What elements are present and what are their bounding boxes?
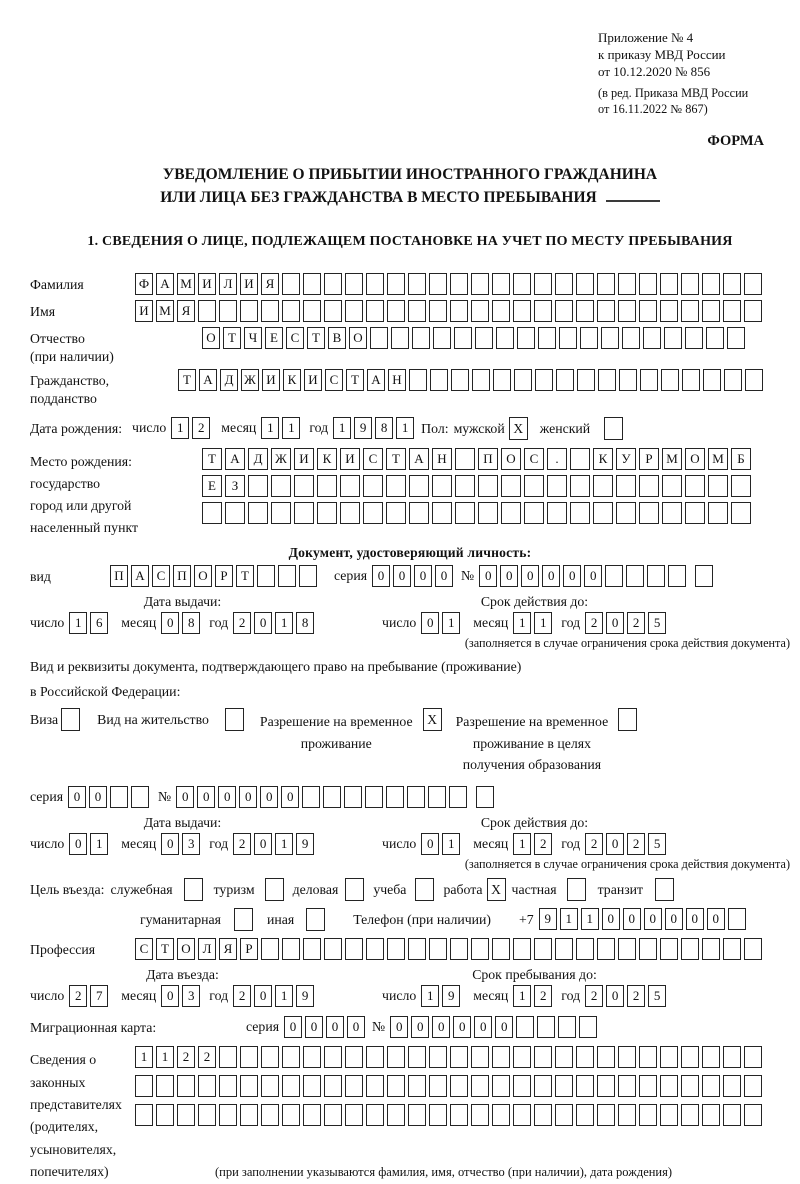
phone-prefix: +7 <box>519 912 534 928</box>
doc-number-label: № <box>461 568 475 584</box>
profession-cells[interactable]: С Т О Л Я Р <box>135 938 765 960</box>
purpose-work-checkbox[interactable]: X <box>487 878 506 901</box>
valid-day-cells[interactable]: 0 1 <box>421 612 463 634</box>
stay-valid-day-cells[interactable]: 0 1 <box>421 833 463 855</box>
entry-year-cells[interactable]: 2 0 1 9 <box>233 985 317 1007</box>
birth-place-label: Место рождения: государство город или другой населенный пункт <box>30 453 139 536</box>
profession-label: Профессия <box>30 942 96 958</box>
purpose-tourism-checkbox[interactable] <box>265 878 284 901</box>
annex-edit-note: (в ред. Приказа МВД России <box>598 85 749 100</box>
identity-doc-kind-row <box>30 565 790 587</box>
valid-until-heading: Срок действия до: <box>480 814 589 830</box>
birth-place-grids <box>202 448 754 524</box>
day-label: число <box>382 615 417 631</box>
month-label: месяц <box>473 835 509 851</box>
birth-year-cells[interactable]: 1 9 8 1 <box>333 417 417 439</box>
stay-doc-number-label: № <box>158 788 172 804</box>
issue-year-cells[interactable]: 2 0 1 8 <box>233 612 317 634</box>
title-blank-line <box>606 187 660 202</box>
purpose-tourism-label: туризм <box>213 882 255 898</box>
surname-cells[interactable]: Ф А М И Л И Я <box>135 273 765 295</box>
patronymic-label: Отчество (при наличии) <box>30 331 114 365</box>
purpose-study-label: учеба <box>373 882 407 898</box>
entry-day-cells[interactable]: 2 7 <box>69 985 111 1007</box>
sex-female-checkbox[interactable] <box>604 417 623 440</box>
representatives-row2-cells[interactable] <box>135 1075 765 1097</box>
birth-date-label: Дата рождения: <box>30 420 123 436</box>
stay-valid-month-cells[interactable]: 1 2 <box>513 833 555 855</box>
doc-series-label: серия <box>334 568 368 584</box>
stay-issue-day-cells[interactable]: 0 1 <box>69 833 111 855</box>
stay-until-day-cells[interactable]: 1 9 <box>421 985 463 1007</box>
section1-heading: 1. СВЕДЕНИЯ О ЛИЦЕ, ПОДЛЕЖАЩЕМ ПОСТАНОВКЕ НА УЧЕТ ПО МЕСТУ ПРЕБЫВАНИЯ <box>87 234 733 250</box>
birth-place-row1-cells[interactable]: Т А Д Ж И К И С Т А Н П О С . К У Р М О М Б <box>202 448 754 470</box>
sex-male-label: мужской <box>453 420 505 436</box>
day-label: число <box>30 835 65 851</box>
stay-issue-year-cells[interactable]: 2 0 1 9 <box>233 833 317 855</box>
representatives-row1-cells[interactable]: 1 1 2 2 <box>135 1046 765 1068</box>
annex-reference <box>598 30 790 118</box>
entry-month-cells[interactable]: 0 3 <box>161 985 203 1007</box>
migration-card-label: Миграционная карта: <box>30 1020 157 1036</box>
valid-month-cells[interactable]: 1 1 <box>513 612 555 634</box>
representatives-grids <box>135 1046 765 1126</box>
representatives-label: Сведения о законных представителях (родителях, усыновителях, попечителях) <box>30 1052 122 1180</box>
year-label: год <box>209 988 229 1004</box>
annex-line: от 10.12.2020 № 856 <box>598 63 711 79</box>
sex-label: Пол: <box>421 420 449 436</box>
annex-line: к приказу МВД России <box>598 46 726 62</box>
doc-number-cells[interactable]: 0 0 0 0 0 0 <box>479 565 689 587</box>
temp-permit-edu-label: Разрешение на временное проживание в целях получения образования <box>455 714 609 773</box>
purpose-transit-checkbox[interactable] <box>655 878 674 901</box>
day-label: число <box>132 419 167 435</box>
stay-doc-number-tail-cell[interactable] <box>476 786 497 808</box>
purpose-work-label: работа <box>443 882 483 898</box>
birth-place-row3-cells[interactable] <box>202 502 754 524</box>
day-label: число <box>382 835 417 851</box>
firstname-row <box>30 300 790 322</box>
title-line-1: УВЕДОМЛЕНИЕ О ПРИБЫТИИ ИНОСТРАННОГО ГРАЖДАНИНА <box>162 165 658 183</box>
patronymic-row <box>30 327 790 366</box>
form-label: ФОРМА <box>707 132 764 149</box>
page-title <box>30 163 790 210</box>
year-label: год <box>209 835 229 851</box>
stay-until-heading: Срок пребывания до: <box>472 967 597 983</box>
stay-doc-intro-1: Вид и реквизиты документа, подтверждающего право на пребывание (проживание) <box>30 659 522 675</box>
stay-doc-series-cells[interactable]: 0 0 <box>68 786 152 808</box>
birth-date-row <box>30 417 790 440</box>
profession-row <box>30 938 790 960</box>
citizenship-row <box>30 369 790 408</box>
migration-series-label: серия <box>246 1019 280 1035</box>
purpose-official-label: служебная <box>110 882 173 898</box>
visa-label: Виза <box>30 712 59 728</box>
birth-place-row2-cells[interactable]: Е З <box>202 475 754 497</box>
purpose-private-label: частная <box>511 882 557 898</box>
identity-doc-dates <box>30 594 790 634</box>
stay-doc-options-row <box>30 708 790 775</box>
stay-issue-month-cells[interactable]: 0 3 <box>161 833 203 855</box>
stay-doc-series-label: серия <box>30 788 64 804</box>
purpose-transit-label: транзит <box>597 882 644 898</box>
title-line-2: ИЛИ ЛИЦА БЕЗ ГРАЖДАНСТВА В МЕСТО ПРЕБЫВАНИЯ <box>30 186 790 209</box>
issue-day-cells[interactable]: 1 6 <box>69 612 111 634</box>
residence-permit-label: Вид на жительство <box>97 712 209 728</box>
entry-date-heading: Дата въезда: <box>146 967 219 983</box>
purpose-humanitarian-checkbox[interactable] <box>234 908 253 931</box>
purpose-business-label: деловая <box>292 882 339 898</box>
month-label: месяц <box>121 615 157 631</box>
purpose-official-checkbox[interactable] <box>184 878 203 901</box>
purpose-row-2 <box>30 908 790 931</box>
migration-number-label: № <box>372 1019 386 1035</box>
residence-permit-checkbox[interactable] <box>225 708 244 731</box>
purpose-row <box>30 878 790 901</box>
birth-day-cells[interactable]: 1 2 <box>171 417 213 439</box>
year-label: год <box>209 615 229 631</box>
year-label: год <box>561 988 581 1004</box>
identity-doc-heading: Документ, удостоверяющий личность: <box>288 545 532 561</box>
annex-edit-note: от 16.11.2022 № 867) <box>598 101 708 116</box>
doc-series-cells[interactable]: 0 0 0 0 <box>372 565 456 587</box>
entry-dates <box>30 967 790 1007</box>
year-label: год <box>561 615 581 631</box>
stay-doc-intro-2: в Российской Федерации: <box>30 684 181 700</box>
month-label: месяц <box>473 988 509 1004</box>
stay-until-month-cells[interactable]: 1 2 <box>513 985 555 1007</box>
birth-month-cells[interactable]: 1 1 <box>261 417 303 439</box>
stay-doc-series-row <box>30 786 790 808</box>
day-label: число <box>382 988 417 1004</box>
phone-label: Телефон (при наличии) <box>353 912 492 928</box>
firstname-cells[interactable]: И М Я <box>135 300 765 322</box>
surname-label: Фамилия <box>30 277 84 293</box>
stay-doc-dates <box>30 815 790 855</box>
purpose-humanitarian-label: гуманитарная <box>140 912 221 928</box>
purpose-business-checkbox[interactable] <box>345 878 364 901</box>
issue-month-cells[interactable]: 0 8 <box>161 612 203 634</box>
surname-row <box>30 273 790 295</box>
year-label: год <box>561 835 581 851</box>
temp-permit-checkbox[interactable]: X <box>423 708 442 731</box>
year-label: год <box>309 419 329 435</box>
month-label: месяц <box>121 835 157 851</box>
month-label: месяц <box>473 615 509 631</box>
purpose-label: Цель въезда: <box>30 882 105 898</box>
purpose-study-checkbox[interactable] <box>415 878 434 901</box>
issue-date-heading: Дата выдачи: <box>143 594 222 610</box>
purpose-other-label: иная <box>266 912 295 928</box>
purpose-private-checkbox[interactable] <box>567 878 586 901</box>
stay-valid-year-cells[interactable]: 2 0 2 5 <box>585 833 669 855</box>
doc-kind-cells[interactable]: П А С П О Р Т <box>110 565 320 587</box>
citizenship-label: Гражданство, подданство <box>30 372 110 406</box>
doc-kind-label: вид <box>30 569 51 585</box>
firstname-label: Имя <box>30 304 56 320</box>
day-label: число <box>30 615 65 631</box>
temp-permit-edu-checkbox[interactable] <box>618 708 637 731</box>
valid-until-heading: Срок действия до: <box>480 594 589 610</box>
month-label: месяц <box>221 419 257 435</box>
patronymic-cells[interactable]: О Т Ч Е С Т В О <box>202 327 748 349</box>
validity-note: (заполняется в случае ограничения срока действия документа) <box>464 856 790 871</box>
migration-series-cells[interactable]: 0 0 0 0 <box>284 1016 368 1038</box>
representatives-note: (при заполнении указываются фамилия, имя, отчество (при наличии), дата рождения) <box>215 1164 673 1179</box>
phone-cells[interactable]: 9 1 1 0 0 0 0 0 0 <box>539 908 749 930</box>
visa-checkbox[interactable] <box>61 708 80 731</box>
migration-number-cells[interactable]: 0 0 0 0 0 0 <box>390 1016 600 1038</box>
temp-permit-label: Разрешение на временное проживание <box>259 714 413 751</box>
citizenship-cells[interactable]: Т А Д Ж И К И С Т А Н <box>178 369 766 391</box>
birth-place-block <box>30 448 790 539</box>
purpose-other-checkbox[interactable] <box>306 908 325 931</box>
stay-until-year-cells[interactable]: 2 0 2 5 <box>585 985 669 1007</box>
stay-doc-number-cells[interactable]: 0 0 0 0 0 0 <box>176 786 470 808</box>
issue-date-heading: Дата выдачи: <box>143 814 222 830</box>
representatives-row3-cells[interactable] <box>135 1104 765 1126</box>
migration-card-row <box>30 1016 790 1038</box>
valid-year-cells[interactable]: 2 0 2 5 <box>585 612 669 634</box>
sex-male-checkbox[interactable]: X <box>509 417 528 440</box>
month-label: месяц <box>121 988 157 1004</box>
validity-note: (заполняется в случае ограничения срока действия документа) <box>464 636 790 651</box>
sex-female-label: женский <box>539 420 591 436</box>
day-label: число <box>30 988 65 1004</box>
annex-line: Приложение № 4 <box>598 30 694 45</box>
doc-number-tail-cell[interactable] <box>695 565 716 587</box>
